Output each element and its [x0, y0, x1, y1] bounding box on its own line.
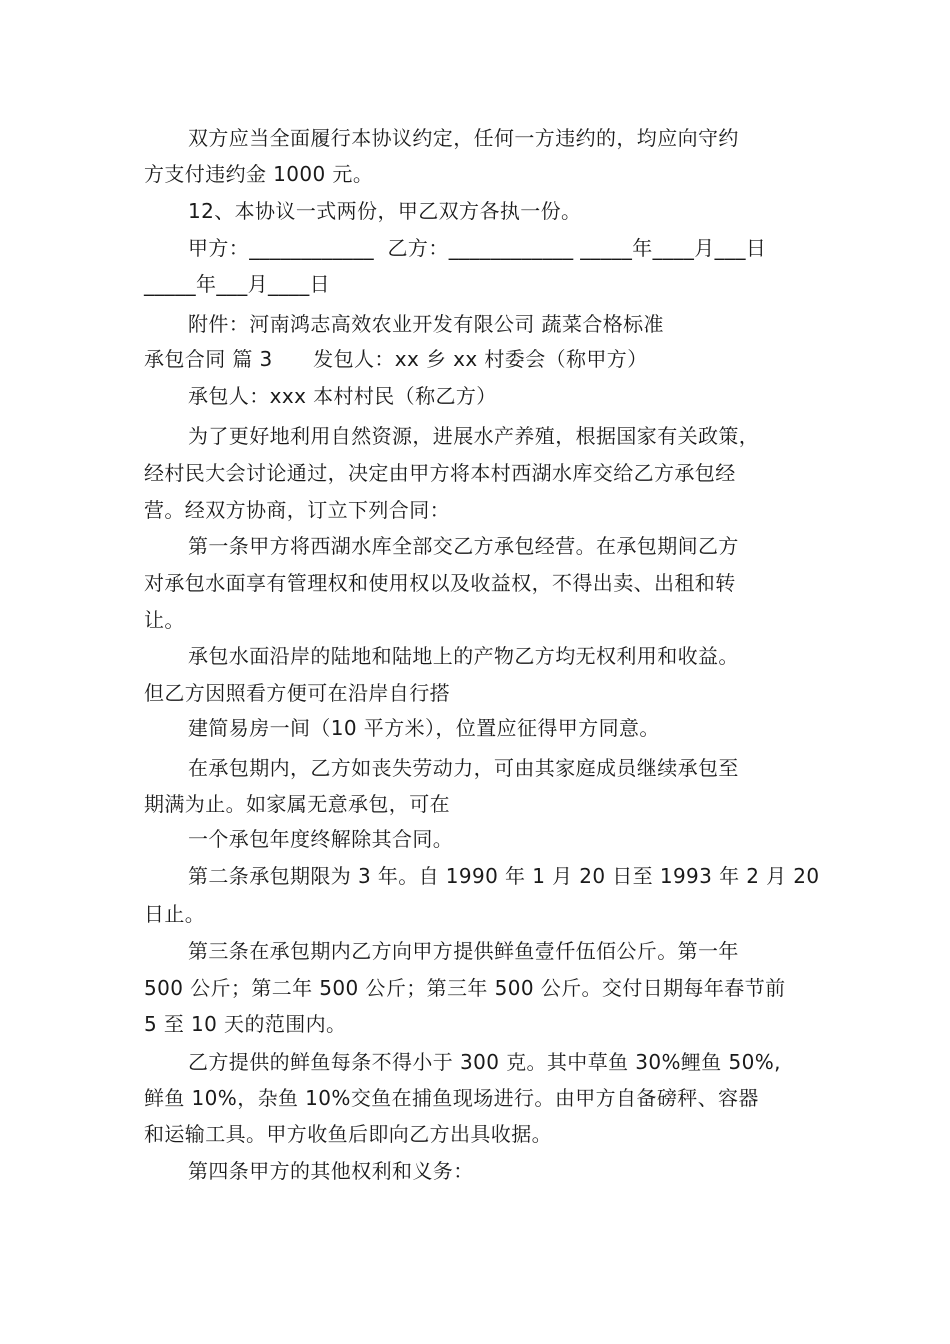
signature-line: 甲方：____________ 乙方：____________ _____年____月___日 [188, 236, 767, 260]
text-line: 12、本协议一式两份，甲乙双方各执一份。 [188, 199, 582, 223]
text-line: 承包水面沿岸的陆地和陆地上的产物乙方均无权利用和收益。 [188, 644, 739, 668]
text-line: 但乙方因照看方便可在沿岸自行搭 [144, 681, 450, 705]
text-line: 建简易房一间（10 平方米），位置应征得甲方同意。 [188, 716, 660, 740]
text-line: 经村民大会讨论通过，决定由甲方将本村西湖水库交给乙方承包经 [144, 461, 736, 485]
text-line: 第二条承包期限为 3 年。自 1990 年 1 月 20 日至 1993 年 2 月 20 [188, 864, 820, 888]
text-line: 对承包水面享有管理权和使用权以及收益权，不得出卖、出租和转 [144, 571, 736, 595]
text-line: 第四条甲方的其他权利和义务： [188, 1159, 474, 1183]
text-line: 第一条甲方将西湖水库全部交乙方承包经营。在承包期间乙方 [188, 534, 739, 558]
text-line: 500 公斤；第二年 500 公斤；第三年 500 公斤。交付日期每年春节前 [144, 976, 786, 1000]
text-line: 一个承包年度终解除其合同。 [188, 827, 454, 851]
section-heading: 承包合同 篇 3 发包人：xx 乡 xx 村委会（称甲方） [144, 347, 648, 371]
text-line: 5 至 10 天的范围内。 [144, 1012, 347, 1036]
attachment-line: 附件：河南鸿志高效农业开发有限公司 蔬菜合格标准 [188, 312, 664, 336]
text-line: 让。 [144, 608, 185, 632]
text-line: 乙方提供的鲜鱼每条不得小于 300 克。其中草鱼 30%鲤鱼 50%, [188, 1050, 781, 1074]
text-line: 和运输工具。甲方收鱼后即向乙方出具收据。 [144, 1122, 552, 1146]
text-line: 日止。 [144, 902, 206, 926]
text-line: 为了更好地利用自然资源，进展水产养殖，根据国家有关政策， [188, 424, 760, 448]
text-line: 营。经双方协商，订立下列合同： [144, 498, 450, 522]
text-line: 第三条在承包期内乙方向甲方提供鲜鱼壹仟伍佰公斤。第一年 [188, 939, 739, 963]
text-line: 方支付违约金 1000 元。 [144, 162, 374, 186]
text-line: 鲜鱼 10%，杂鱼 10%交鱼在捕鱼现场进行。由甲方自备磅秤、容器 [144, 1086, 759, 1110]
date-line: _____年___月____日 [144, 272, 330, 296]
text-line: 在承包期内，乙方如丧失劳动力，可由其家庭成员继续承包至 [188, 756, 739, 780]
text-line: 承包人：xxx 本村村民（称乙方） [188, 384, 497, 408]
text-line: 双方应当全面履行本协议约定，任何一方违约的，均应向守约 [188, 126, 739, 150]
text-line: 期满为止。如家属无意承包，可在 [144, 792, 450, 816]
